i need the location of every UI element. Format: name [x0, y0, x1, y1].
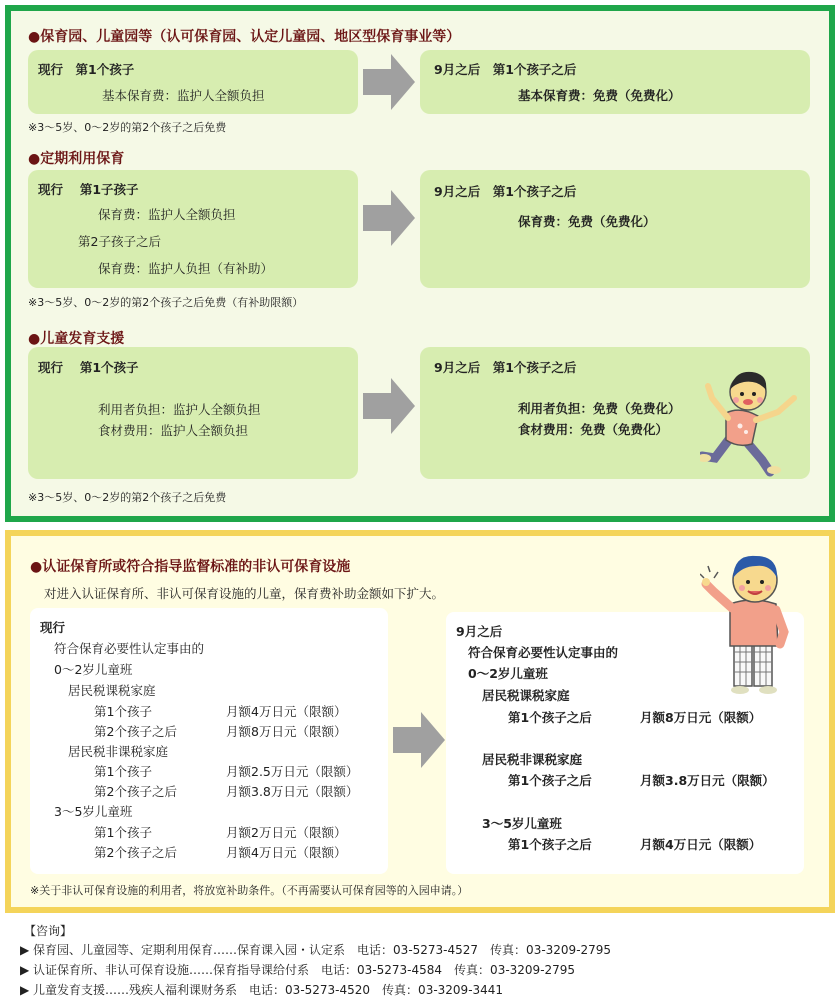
s4-current-r5-value: 月额2万日元（限额） — [226, 825, 347, 840]
s4-current-r2-label: 第2个孩子之后 — [94, 724, 177, 739]
pointing-child-illustration — [700, 548, 810, 698]
contact-line1: ▶ 保育园、儿童园等、定期利用保育……保育课入园・认定系 电话：03-5273-4527 传真：03-3209-2795 — [20, 943, 612, 957]
running-child-illustration — [700, 368, 820, 478]
s4-after-heading: 9月之后 — [456, 624, 503, 639]
s4-current-r4-value: 月额3.8万日元（限额） — [226, 784, 359, 799]
s4-after-r2-label: 第1个孩子之后 — [508, 773, 592, 788]
section2-after-line1: 保育费：免费（免费化） — [518, 214, 656, 229]
section4-intro: 对进入认证保育所、非认可保育设施的儿童，保育费补助金额如下扩大。 — [44, 586, 445, 601]
s4-after-r1-label: 第1个孩子之后 — [508, 710, 592, 725]
section2-current-line2: 第2子孩子之后 — [78, 234, 161, 249]
s4-after-sub2: 居民税非课税家庭 — [482, 752, 583, 767]
s4-current-r2-value: 月额8万日元（限额） — [226, 724, 347, 739]
section2-current-line3: 保育费：监护人负担（有补助） — [98, 261, 274, 276]
s4-current-heading: 现行 — [40, 620, 66, 635]
section2-after-heading: 9月之后 第1个孩子之后 — [434, 184, 577, 199]
section1-after-box — [420, 50, 810, 114]
section3-current-line2: 食材费用：监护人全额负担 — [98, 423, 249, 438]
s4-after-r3-label: 第1个孩子之后 — [508, 837, 592, 852]
section2-note: ※3～5岁、0～2岁的第2个孩子之后免费（有补助限额） — [28, 296, 304, 309]
s4-after-r2-value: 月额3.8万日元（限额） — [640, 773, 775, 788]
s4-after-group1: 0～2岁儿童班 — [468, 666, 548, 681]
s4-current-r6-value: 月额4万日元（限额） — [226, 845, 347, 860]
s4-after-r3-value: 月额4万日元（限额） — [640, 837, 762, 852]
s4-after-sub1: 居民税课税家庭 — [482, 688, 570, 703]
section1-current-box — [28, 50, 358, 114]
section1-current-line1: 基本保育费：监护人全额负担 — [102, 88, 265, 103]
section1-title: ●保育园、儿童园等（认可保育园、认定儿童园、地区型保育事业等） — [28, 29, 461, 45]
s4-current-sub2: 居民税非课税家庭 — [68, 744, 169, 759]
s4-current-group2: 3～5岁儿童班 — [54, 804, 133, 819]
right-arrow-icon — [393, 712, 445, 768]
right-arrow-icon — [363, 190, 415, 246]
s4-current-r3-label: 第1个孩子 — [94, 764, 152, 779]
section2-title: ●定期利用保育 — [28, 151, 125, 167]
s4-current-r3-value: 月额2.5万日元（限额） — [226, 764, 359, 779]
section3-current-heading: 现行 第1个孩子 — [38, 360, 139, 375]
section1-after-heading: 9月之后 第1个孩子之后 — [434, 62, 577, 77]
section2-current-heading: 现行 第1子孩子 — [38, 182, 139, 197]
s4-after-line1: 符合保育必要性认定事由的 — [468, 645, 619, 660]
s4-current-r1-value: 月额4万日元（限额） — [226, 704, 347, 719]
s4-current-r6-label: 第2个孩子之后 — [94, 845, 177, 860]
s4-current-r4-label: 第2个孩子之后 — [94, 784, 177, 799]
section3-after-line1: 利用者负担：免费（免费化） — [518, 401, 681, 416]
s4-after-r1-value: 月额8万日元（限额） — [640, 710, 762, 725]
s4-current-r5-label: 第1个孩子 — [94, 825, 152, 840]
section4-title: ●认证保育所或符合指导监督标准的非认可保育设施 — [30, 559, 351, 575]
right-arrow-icon — [363, 54, 415, 110]
section3-current-line1: 利用者负担：监护人全额负担 — [98, 402, 261, 417]
right-arrow-icon — [363, 378, 415, 434]
s4-current-r1-label: 第1个孩子 — [94, 704, 152, 719]
s4-current-sub1: 居民税课税家庭 — [68, 683, 156, 698]
section3-note: ※3～5岁、0～2岁的第2个孩子之后免费 — [28, 491, 227, 504]
s4-current-line1: 符合保育必要性认定事由的 — [54, 641, 205, 656]
contact-line3: ▶ 儿童发育支援……残疾人福利课财务系 电话：03-5273-4520 传真：03-3209-3441 — [20, 983, 504, 997]
section1-note: ※3～5岁、0～2岁的第2个孩子之后免费 — [28, 121, 227, 134]
s4-after-group2: 3～5岁儿童班 — [482, 816, 562, 831]
section3-after-line2: 食材费用：免费（免费化） — [518, 422, 669, 437]
section2-current-line1: 保育费：监护人全额负担 — [98, 207, 236, 222]
contact-line2: ▶ 认证保育所、非认可保育设施……保育指导课给付系 电话：03-5273-4584 传真：03-3209-2795 — [20, 963, 576, 977]
contact-heading: 【咨询】 — [24, 924, 73, 938]
s4-current-group1: 0～2岁儿童班 — [54, 662, 133, 677]
section1-after-line1: 基本保育费：免费（免费化） — [518, 88, 681, 103]
section3-after-heading: 9月之后 第1个孩子之后 — [434, 360, 577, 375]
section1-current-heading: 现行 第1个孩子 — [38, 62, 135, 77]
section4-note: ※关于非认可保育设施的利用者，将放宽补助条件。（不再需要认可保育园等的入园申请。） — [30, 884, 469, 897]
section3-title: ●儿童发育支援 — [28, 331, 125, 347]
